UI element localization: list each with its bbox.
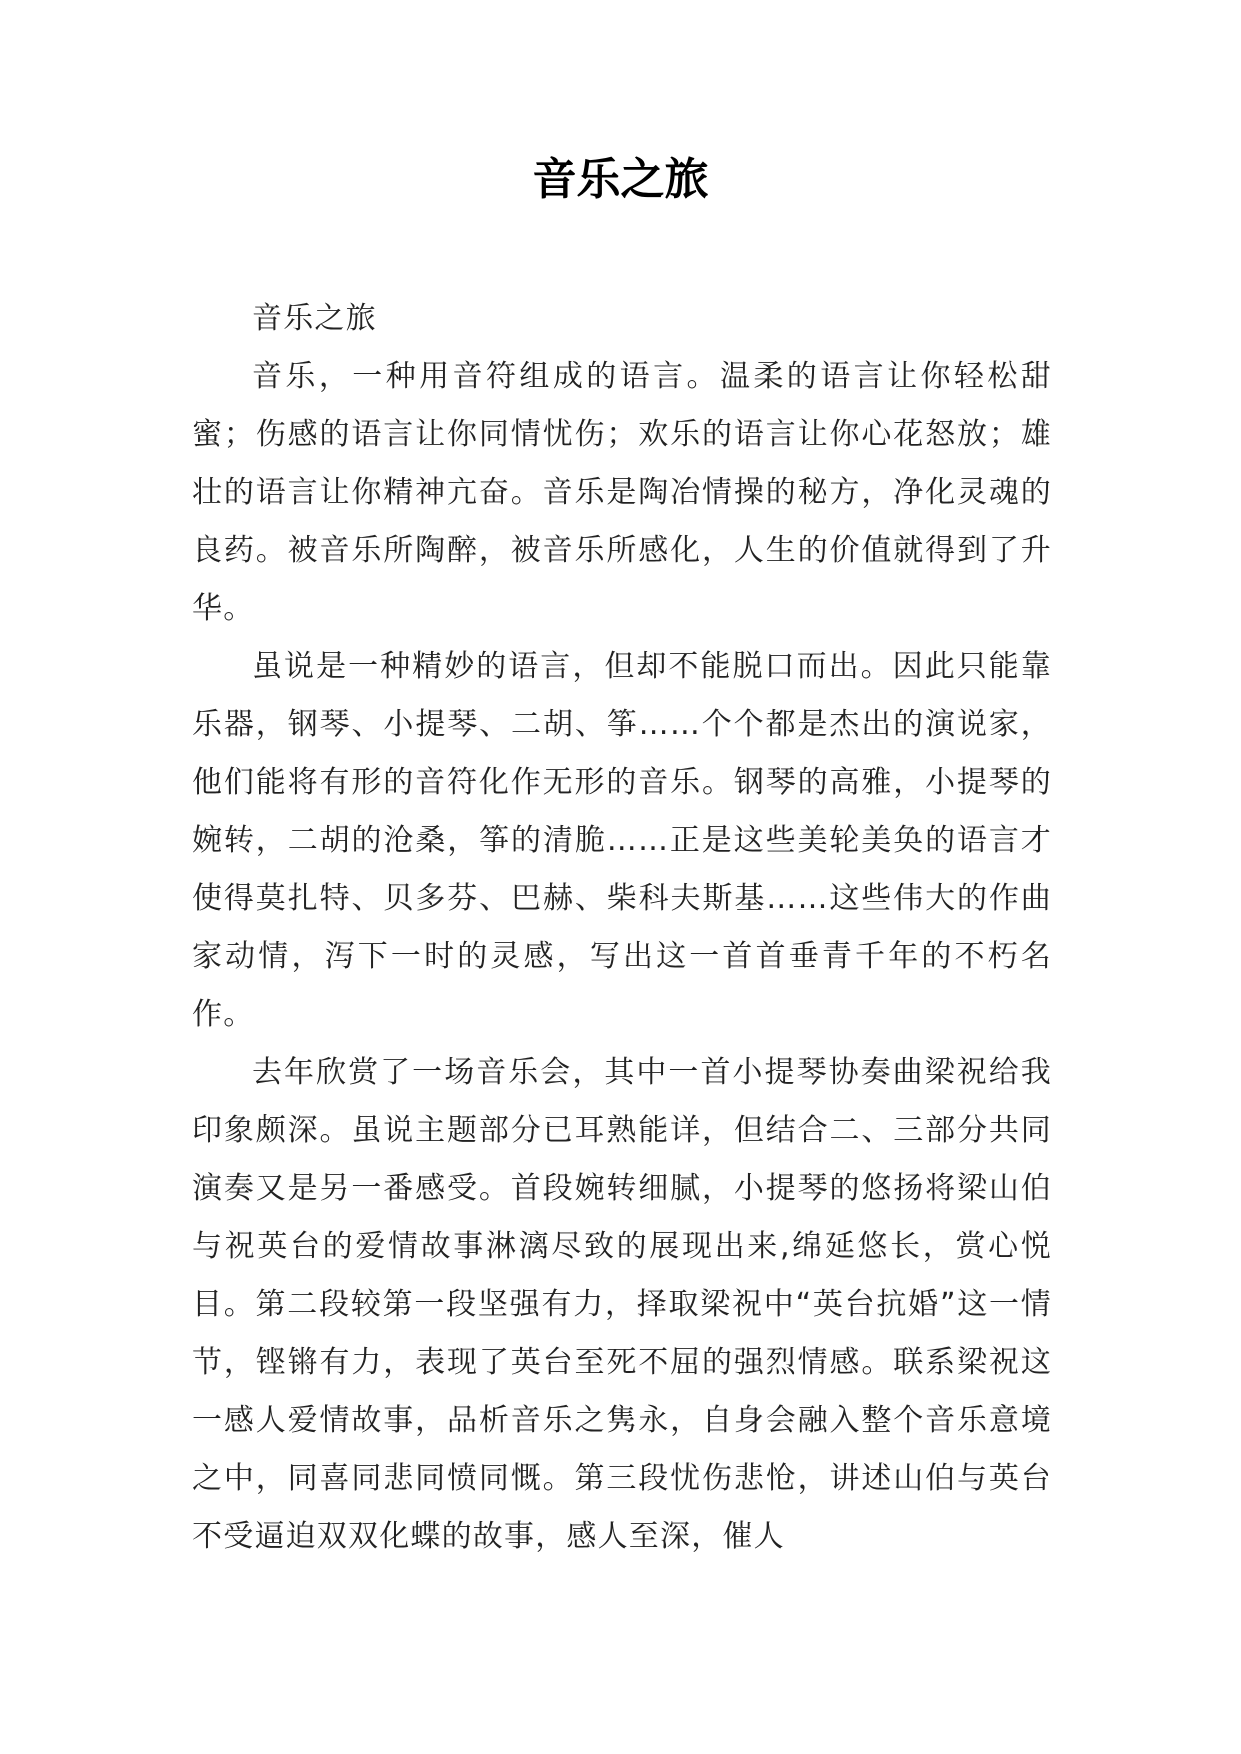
paragraph: 音乐，一种用音符组成的语言。温柔的语言让你轻松甜蜜；伤感的语言让你同情忧伤；欢乐的语言让你心花怒放；雄壮的语言让你精神亢奋。音乐是陶冶情操的秘方，净化灵魂的良药。被音乐所陶醉，被音乐所感化，人生的价值就得到了升华。 [192, 359, 1052, 626]
paragraph: 去年欣赏了一场音乐会，其中一首小提琴协奏曲梁祝给我印象颇深。虽说主题部分已耳熟能详，但结合二、三部分共同演奏又是另一番感受。首段婉转细腻，小提琴的悠扬将梁山伯与祝英台的爱情故事淋漓尽致的展现出来,绵延悠长，赏心悦目。第二段较第一段坚强有力，择取梁祝中“英台抗婚”这一情节，铿锵有力，表现了英台至死不屈的强烈情感。联系梁祝这一感人爱情故事，品析音乐之隽永，自身会融入整个音乐意境之中，同喜同悲同愤同慨。第三段忧伤悲怆，讲述山伯与英台不受逼迫双双化蝶的故事，感人至深，催人 [192, 1055, 1052, 1554]
document-title: 音乐之旅 [532, 154, 709, 205]
paragraph-subtitle: 音乐之旅 [252, 301, 377, 336]
paragraph: 虽说是一种精妙的语言，但却不能脱口而出。因此只能靠乐器，钢琴、小提琴、二胡、筝……个个都是杰出的演说家，他们能将有形的音符化作无形的音乐。钢琴的高雅，小提琴的婉转，二胡的沧桑，筝的清脆……正是这些美轮美奂的语言才使得莫扎特、贝多芬、巴赫、柴科夫斯基……这些伟大的作曲家动情，泻下一时的灵感，写出这一首首垂青千年的不朽名作。 [192, 649, 1052, 1032]
document-body [192, 290, 1052, 1566]
